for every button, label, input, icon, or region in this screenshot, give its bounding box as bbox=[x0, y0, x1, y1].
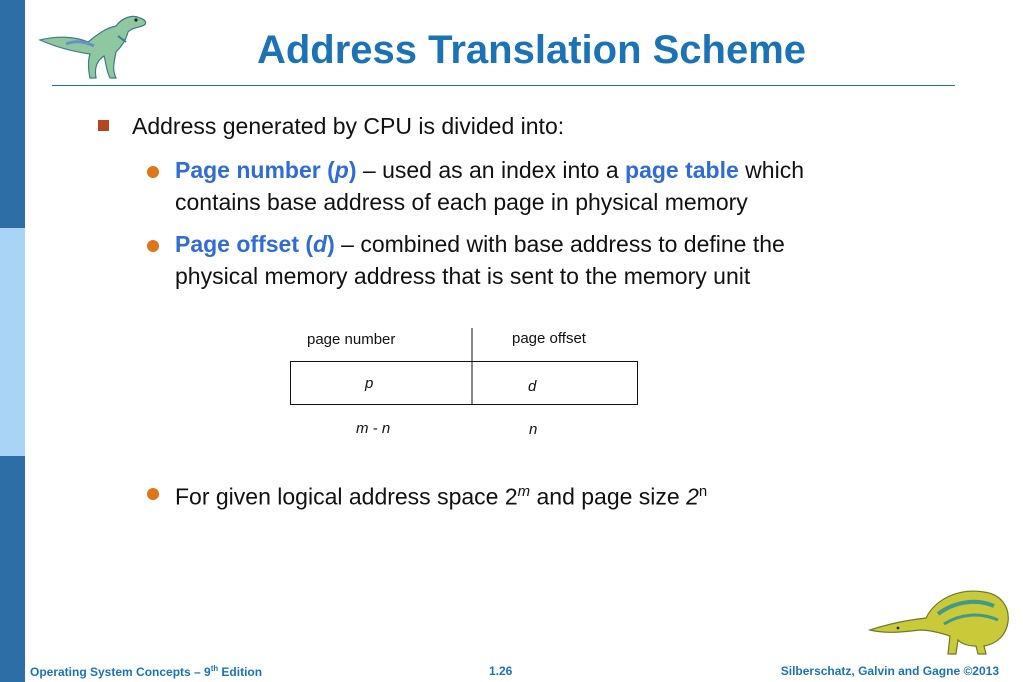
footer-book-title bbox=[30, 664, 262, 679]
bullet-address-space bbox=[175, 476, 707, 513]
bullet-page-offset-line2: physical memory address that is sent to the memory unit bbox=[175, 263, 751, 289]
dinosaur-icon bbox=[868, 584, 1014, 656]
term-suffix: ) bbox=[348, 157, 357, 183]
bits-p: m - n bbox=[356, 420, 391, 437]
footer-text: Edition bbox=[218, 665, 263, 679]
bullet-text: which bbox=[738, 157, 804, 183]
footer-authors: Silberschatz, Galvin and Gagne ©2013 bbox=[780, 664, 999, 678]
bullet-text: – combined with base address to define the bbox=[334, 231, 785, 257]
term-prefix: Page offset ( bbox=[175, 231, 314, 257]
bullet-dot bbox=[147, 488, 159, 500]
footer-superscript: th bbox=[210, 664, 219, 673]
term-var: d bbox=[313, 231, 328, 257]
bullet-text: and page size bbox=[530, 483, 687, 510]
footer-text: Operating System Concepts – 9 bbox=[30, 665, 211, 679]
slide-number: 1.26 bbox=[489, 664, 513, 678]
bits-d: n bbox=[529, 421, 538, 438]
label-page-offset: page offset bbox=[512, 330, 586, 347]
base-two: 2 bbox=[686, 483, 699, 510]
exponent-m: m bbox=[517, 483, 531, 500]
term-prefix: Page number ( bbox=[175, 157, 335, 183]
bullet-main-text: Address generated by CPU is divided into: bbox=[132, 113, 565, 139]
term-page-table: page table bbox=[625, 157, 739, 183]
address-box bbox=[291, 362, 638, 405]
field-p: p bbox=[365, 375, 374, 392]
bullet-text: – used as an index into a bbox=[356, 157, 626, 183]
bullet-page-number-line2: contains base address of each page in physical memory bbox=[175, 189, 748, 215]
field-d: d bbox=[528, 378, 537, 395]
bullet-text: For given logical address space 2 bbox=[175, 483, 518, 510]
page-title: Address Translation Scheme bbox=[256, 28, 807, 72]
term-suffix: ) bbox=[327, 231, 335, 257]
exponent-n: n bbox=[698, 483, 708, 500]
label-page-number: page number bbox=[307, 331, 396, 348]
term-var: p bbox=[334, 157, 349, 183]
